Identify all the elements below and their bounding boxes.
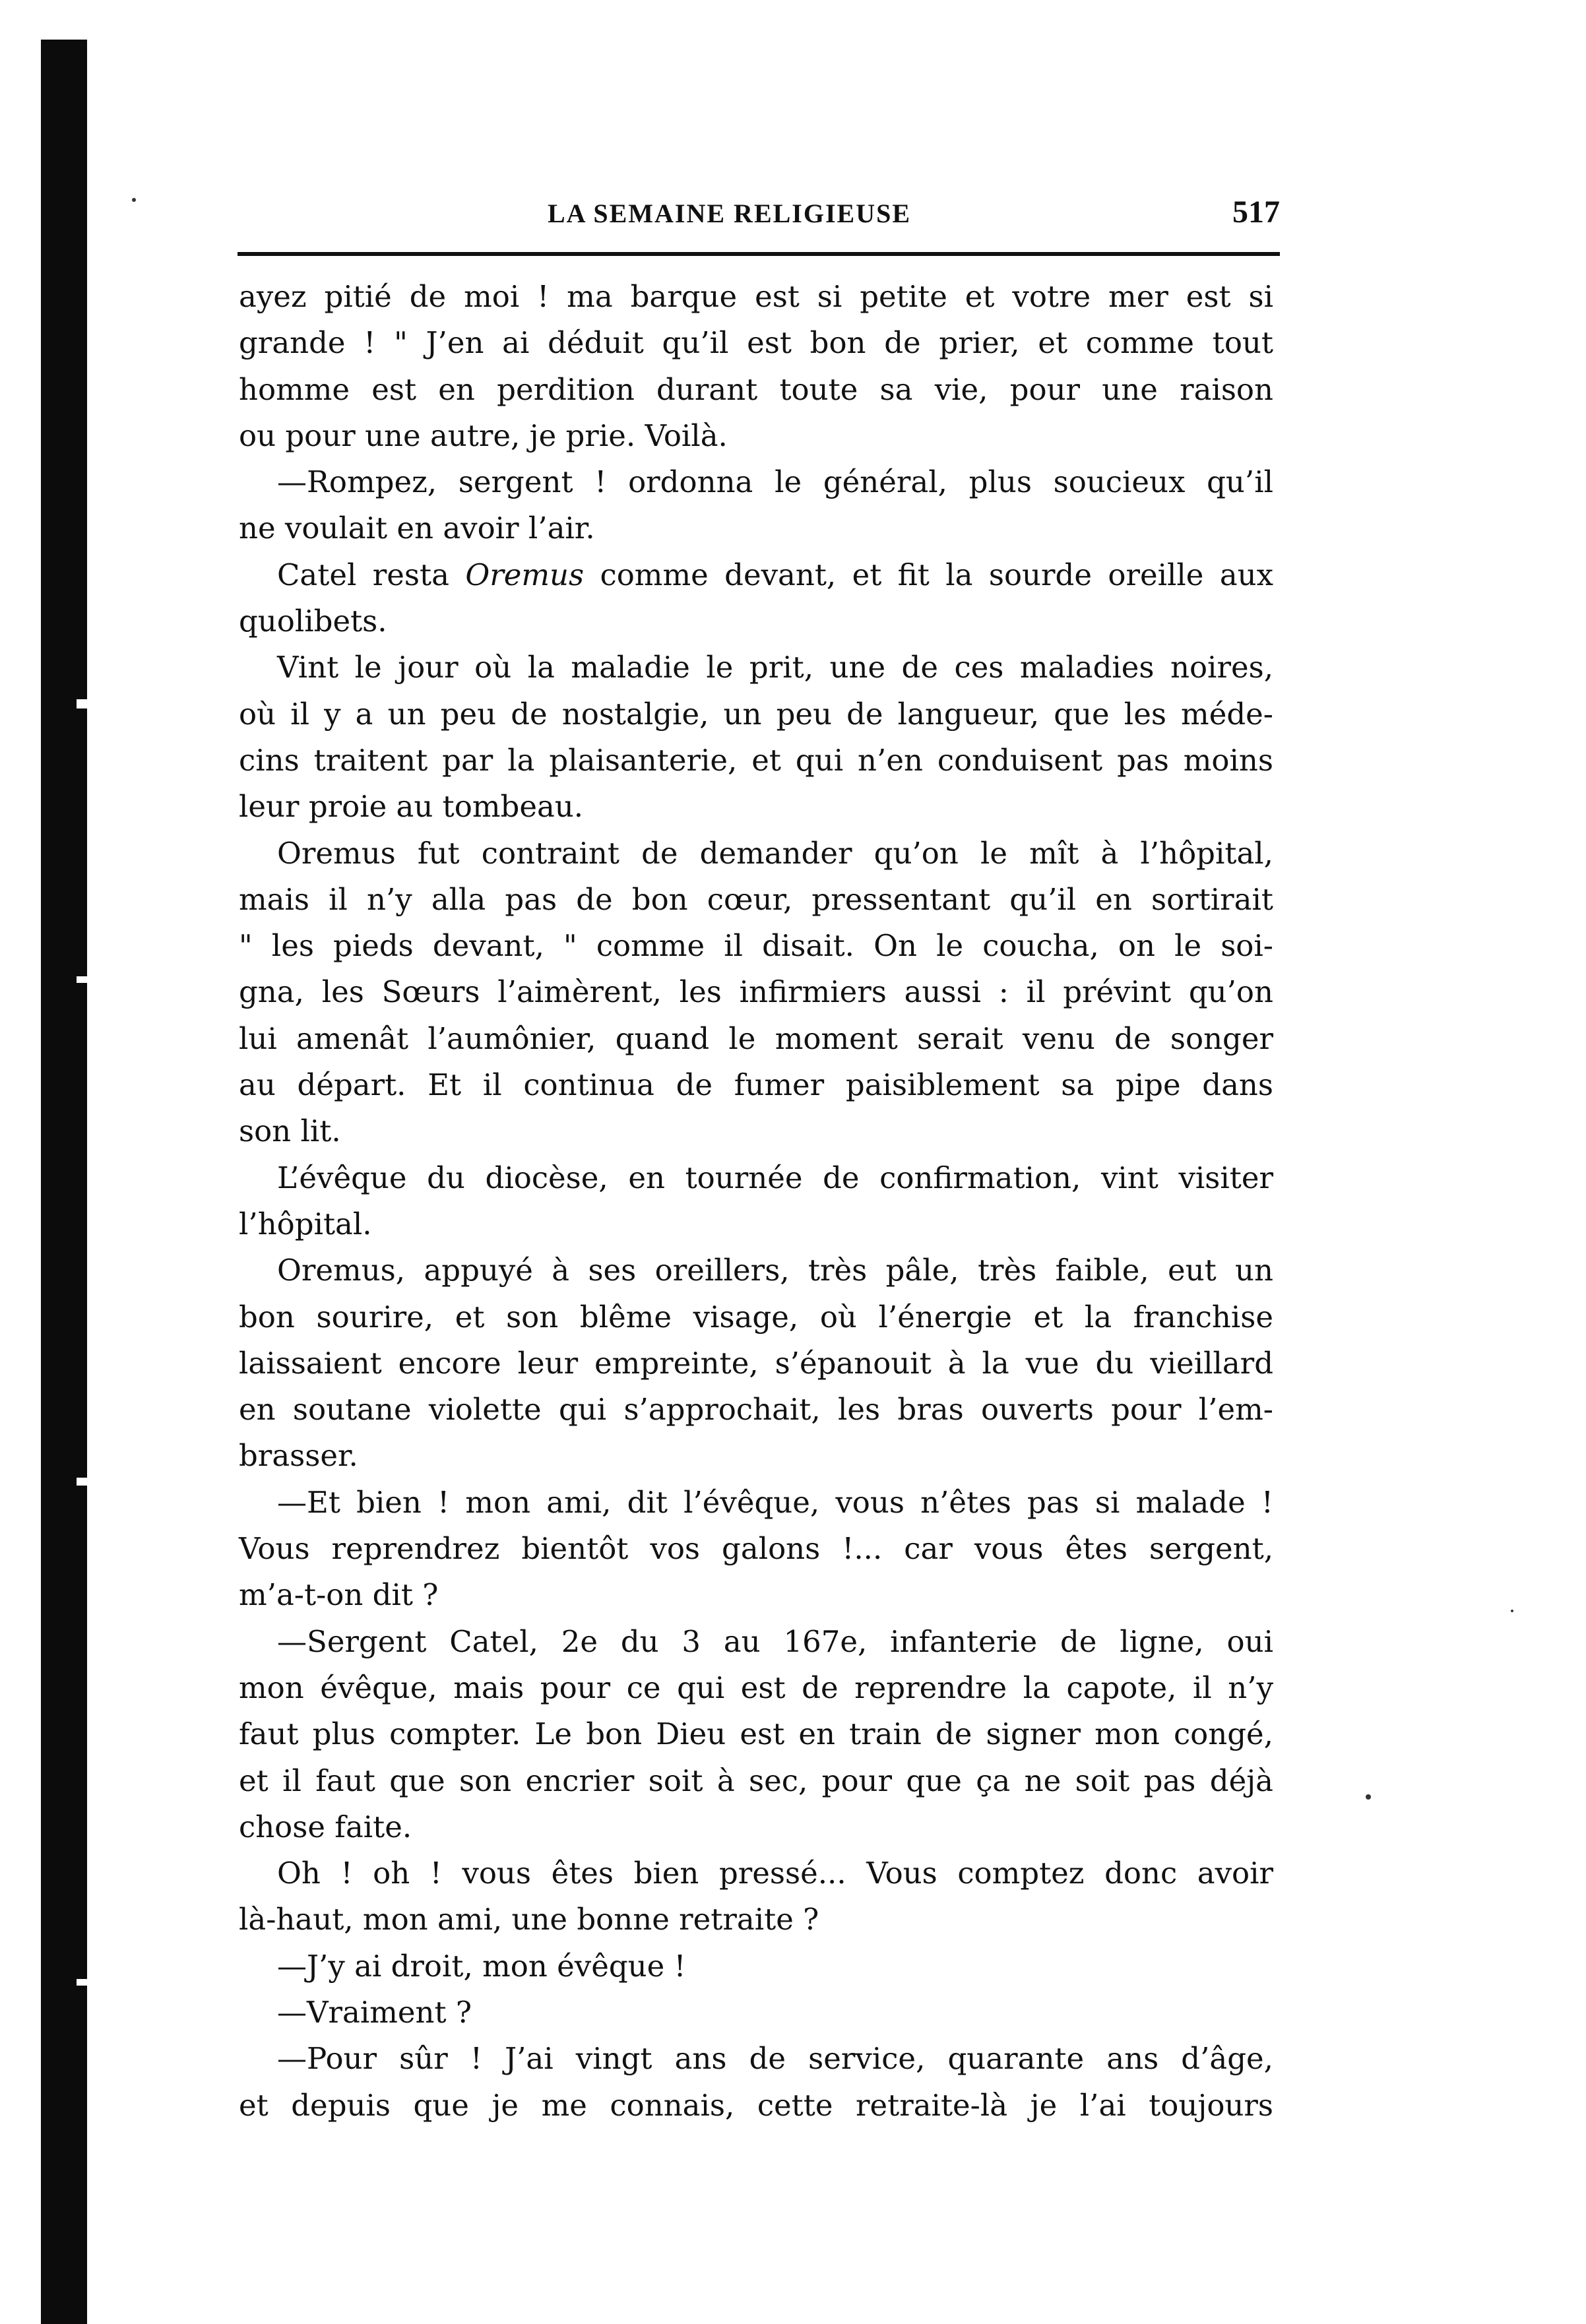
text-line: bon sourire, et son blême visage, où l’énergie et la franchise — [239, 1299, 1273, 1335]
text-line: " les pieds devant, " comme il disait. On le coucha, on le soi- — [239, 928, 1273, 964]
text-line: —Et bien ! mon ami, dit l’évêque, vous n’êtes pas si malade ! — [277, 1484, 1273, 1520]
text-line: Vint le jour où la maladie le prit, une de ces maladies noires, — [277, 650, 1273, 685]
spine-notch — [77, 1979, 91, 1986]
text-line: Vous reprendrez bientôt vos galons !... car vous êtes sergent, — [239, 1531, 1273, 1567]
text-line: Oremus, appuyé à ses oreillers, très pâle, très faible, eut un — [277, 1253, 1273, 1288]
running-head: LA SEMAINE RELIGIEUSE — [548, 199, 912, 228]
text-line: gna, les Sœurs l’aimèrent, les infirmiers aussi : il prévint qu’on — [239, 974, 1273, 1010]
text-line: quolibets. — [239, 604, 387, 639]
text-line: —Sergent Catel, 2e du 3 au 167e, infanterie de ligne, oui — [277, 1623, 1273, 1659]
text-line: —Vraiment ? — [277, 1994, 472, 2030]
body-text — [239, 274, 1273, 2129]
text-line: son lit. — [239, 1114, 341, 1149]
text-line: où il y a un peu de nostalgie, un peu de langueur, que les méde- — [239, 696, 1273, 732]
text-line: cins traitent par la plaisanterie, et qui n’en conduisent pas moins — [239, 742, 1273, 778]
text-line: mon évêque, mais pour ce qui est de reprendre la capote, il n’y — [239, 1670, 1273, 1705]
scan-speck — [1366, 1794, 1371, 1800]
spine-notch — [77, 976, 91, 983]
text-line: Oremus fut contraint de demander qu’on le mît à l’hôpital, — [277, 835, 1273, 871]
spine-notch — [77, 699, 91, 708]
text-line: au départ. Et il continua de fumer paisiblement sa pipe dans — [239, 1067, 1273, 1103]
text-line: en soutane violette qui s’approchait, les bras ouverts pour l’em- — [239, 1392, 1273, 1428]
text-line: grande ! " J’en ai déduit qu’il est bon de prier, et comme tout — [239, 325, 1273, 361]
text-line: ayez pitié de moi ! ma barque est si petite et votre mer est si — [239, 279, 1273, 314]
text-line: faut plus compter. Le bon Dieu est en train de signer mon congé, — [239, 1716, 1273, 1752]
scan-speck — [1511, 1610, 1513, 1612]
text-line: et depuis que je me connais, cette retraite-là je l’ai toujours — [239, 2087, 1273, 2123]
text-line: brasser. — [239, 1438, 358, 1474]
text-line: L’évêque du diocèse, en tournée de confirmation, vint visiter — [277, 1160, 1273, 1195]
text-line: lui amenât l’aumônier, quand le moment serait venu de songer — [239, 1021, 1273, 1056]
spine-notch — [77, 1478, 91, 1486]
text-line: ne voulait en avoir l’air. — [239, 511, 595, 546]
text-line: —Rompez, sergent ! ordonna le général, plus soucieux qu’il — [277, 464, 1273, 500]
text-line: chose faite. — [239, 1809, 412, 1844]
text-line: et il faut que son encrier soit à sec, pour que ça ne soit pas déjà — [239, 1763, 1273, 1798]
text-line: leur proie au tombeau. — [239, 789, 584, 825]
text-line: —Pour sûr ! J’ai vingt ans de service, quarante ans d’âge, — [277, 2041, 1273, 2077]
text-line: ou pour une autre, je prie. Voilà. — [239, 418, 728, 453]
header-rule — [238, 252, 1280, 256]
text-line: l’hôpital. — [239, 1206, 372, 1241]
text-line: Oh ! oh ! vous êtes bien pressé... Vous comptez donc avoir — [277, 1856, 1273, 1891]
text-line: mais il n’y alla pas de bon cœur, pressentant qu’il en sortirait — [239, 881, 1273, 917]
scan-speck — [132, 198, 136, 202]
text-line: homme est en perdition durant toute sa vie, pour une raison — [239, 371, 1273, 407]
page-header — [238, 194, 1293, 240]
text-line: —J’y ai droit, mon évêque ! — [277, 1948, 686, 1984]
page-number: 517 — [1232, 195, 1280, 230]
text-line: m’a-t-on dit ? — [239, 1577, 439, 1613]
text-line: là-haut, mon ami, une bonne retraite ? — [239, 1902, 819, 1937]
text-line: laissaient encore leur empreinte, s’épanouit à la vue du vieillard — [239, 1345, 1273, 1381]
text-line: Catel resta Oremus comme devant, et fit la sourde oreille aux — [277, 557, 1274, 592]
